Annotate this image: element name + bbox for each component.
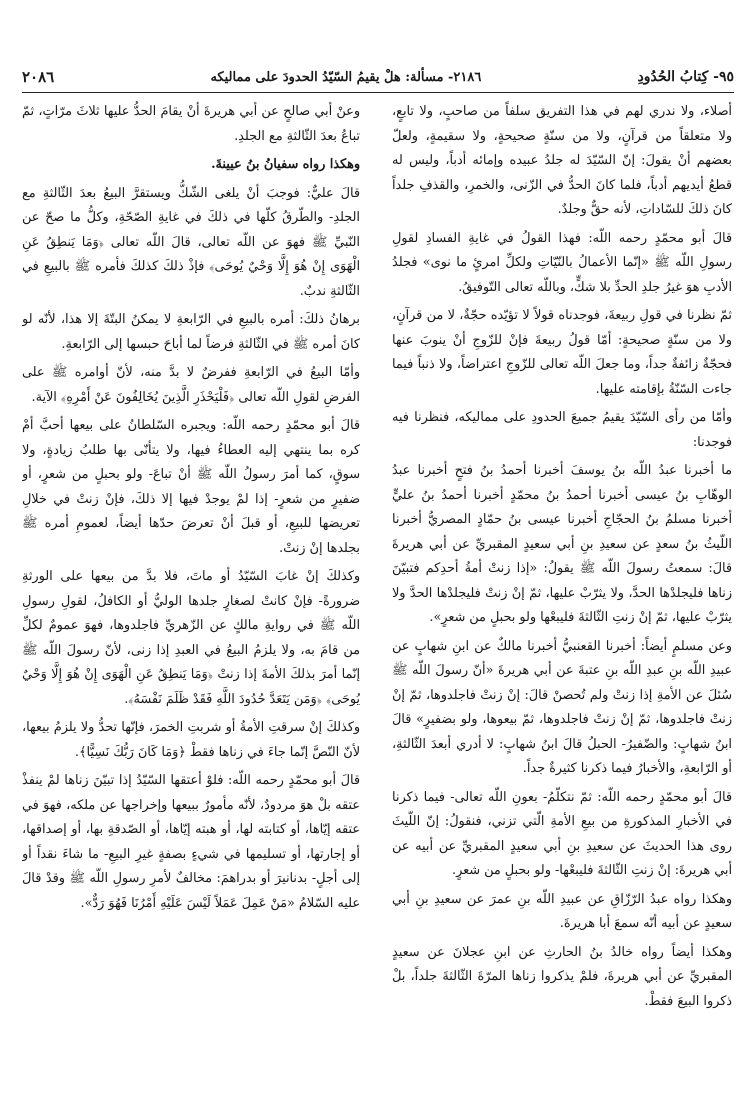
paragraph: وأمّا البيعُ في الرّابعةِ ففرضٌ لا بدَّ منه، لأنّ أوامره ﷺ على الفرضِ لقولِ اللّه تعالى ﴿فَلْيَحْذَرِ الَّذِينَ يُخَالِفُونَ عَنْ أَمْرِهِ﴾ الآية. bbox=[22, 365, 360, 405]
left-column bbox=[22, 100, 360, 1100]
right-column bbox=[392, 100, 732, 1100]
header-divider bbox=[22, 92, 734, 93]
paragraph: قالَ عليٌّ: فوجبَ أنْ يلغى الشّكُّ ويستقرَّ البيعُ بعدَ الثّالثةِ مع الجلدِ- والطّرقُ كلّها في ذلكَ في غايةِ الصّحّةِ، وكلُّ ما صحّ عن النّبيِّ ﷺ فهوَ عن اللّه تعالى، قالَ اللّه تعالى ﴿وَمَا يَنطِقُ عَنِ الْهَوَى إِنْ هُوَ إِلَّا وَحْيٌ يُوحَى﴾ فإذْ ذلكَ كذلكَ فأمره ﷺ بالبيعِ في الثّالثةِ ندبٌ. bbox=[22, 185, 360, 299]
paragraph: وكذلكَ إنْ سرقتِ الأمةُ أو شربتِ الخمرَ، فإنّها تحدُّ ولا يلزمُ بيعها، لأنّ النّصَّ إنّما جاءَ في زناها فقطْ ﴿وَمَا كَانَ رَبُّكَ نَسِيًّا﴾. bbox=[22, 720, 360, 760]
paragraph: وعن مسلمٍ أيضاً: أخبرنا القعنبيُّ أخبرنا مالكٌ عن ابنِ شهابٍ عن عبيدِ اللّه بنِ عبدِ اللّه بنِ عتبةَ عن أبي هريرةَ «أنّ رسولَ اللّه ﷺ سُئلَ عن الأمةِ إذا زنتْ ولم تُحصنْ قالَ: إنْ زنتْ فاجلدوها، ثمّ إنْ زنتْ فاجلدوها، ثمّ إنْ زنتْ فاجلدوها، ثمّ بيعوها، ولو بضفيرٍ» قالَ ابنُ شهابٍ: والضّفيرُ- الحبلُ قالَ ابنُ شهابٍ: لا أدري أبعدَ الثّالثةِ، أو الرّابعةِ، والأخبارُ فيما ذكرنا كثيرةٌ جداً. bbox=[392, 638, 732, 776]
page-number: ٢٠٨٦ bbox=[22, 68, 55, 86]
paragraph: وأمّا من رأى السّيّدَ يقيمُ جميعَ الحدودِ على مماليكه، فنظرنا فيه فوجدنا: bbox=[392, 410, 732, 450]
paragraph: ما أخبرنا عبدُ اللّه بنُ يوسفَ أخبرنا أحمدُ بنُ فتحٍ أخبرنا عبدُ الوهّابِ بنُ عيسى أخبرنا أحمدُ بنُ محمّدٍ أخبرنا أحمدُ بنُ عليٍّ أخبرنا مسلمُ بنُ الحجّاجِ أخبرنا عيسى بنُ حمّادٍ المصريُّ أخبرنا اللّيثُ بنُ سعدٍ عن سعيدِ بنِ أبي سعيدٍ المقبريِّ عن أبي هريرةَ قالَ: سمعتُ رسولَ اللّه ﷺ يقولُ: «إذا زنتْ أمةُ أحدِكم فتبيّنَ زناها فليجلدْها الحدَّ، ولا يثرّبْ عليها، ثمّ إنْ زنتْ فليجلدْها الحدَّ ولا يثرّبْ عليها، ثمّ إنْ زنتِ الثّالثةَ فليبعْها ولو بحبلٍ من شعرٍ». bbox=[392, 463, 732, 625]
paragraph: برهانُ ذلكَ: أمره بالبيعِ في الرّابعةِ لا يمكنُ البتّةَ إلا هذا، لأنّه لو كانَ أمره ﷺ في الثّالثةِ فرضاً لما أباحَ حبسها إلى الرّابعةِ. bbox=[22, 312, 360, 352]
paragraph: وكذلكَ إنْ غابَ السّيّدُ أو ماتَ، فلا بدَّ من بيعها على الورثةِ ضرورةً- فإنْ كانتْ لصغارٍ جلدها الوليُّ أو الكافلُ، لقولِ رسولِ اللّه ﷺ في روايةِ مالكٍ عن الزّهريِّ فاجلدوها، فهوَ عمومٌ لكلِّ من قامَ به، ولا يلزمُ البيعُ في العبدِ إذا زنى، لأنّ رسولَ اللّه ﷺ إنّما أمرَ بذلكَ الأمةَ إذا زنتْ ﴿وَمَا يَنطِقُ عَنِ الْهَوَى إِنْ هُوَ إِلَّا وَحْيٌ يُوحَى﴾ ﴿وَمَن يَتَعَدَّ حُدُودَ اللَّهِ فَقَدْ ظَلَمَ نَفْسَهُ﴾. bbox=[22, 569, 360, 707]
paragraph: قالَ أبو محمّدٍ رحمه اللّه: ثمّ نتكلّمُ- بعونِ اللّه تعالى- فيما ذكرنا في الأخبارِ المذكورةِ من بيعِ الأمةِ الّتي تزني، فنقولُ: إنّ اللّيثَ روى هذا الحديثَ عن سعيدِ بنِ أبي سعيدٍ المقبريِّ عن أبيه عن أبي هريرةَ: إنْ زنتِ الثّالثةَ فليبعْها- ولو بحبلٍ من شعرٍ. bbox=[392, 789, 732, 878]
paragraph: قالَ أبو محمّدٍ رحمه اللّه: فلوْ أعتقها السّيّدُ إذا تبيّنَ زناها لمْ ينفذْ عتقه بلْ هوَ مردودٌ، لأنّه مأمورٌ ببيعها وإخراجها عن ملكه، فهوَ في عتقه إيّاها، أو كتابته لها، أو هبته إيّاها، أو الصّدقةِ بها، أو إصداقها، أو إجارتها، أو تسليمها في شيءٍ بصفةٍ غيرِ البيعِ- ما شاءَ نقداً أو إلى أجلٍ- بدنانيرَ أو بدراهمَ: مخالفٌ لأمرِ رسولِ اللّه ﷺ وقدْ قالَ عليه السّلامُ «مَنْ عَمِلَ عَمَلاً لَيْسَ عَلَيْهِ أَمْرُنَا فَهُوَ رَدٌّ». bbox=[22, 773, 360, 911]
paragraph: وهكذا رواه سفيانُ بنُ عيينةَ. bbox=[211, 157, 360, 172]
paragraph: قالَ أبو محمّدٍ رحمه اللّه: ويجبره السّلطانُ على بيعها أحبَّ أمْ كره بما ينتهي إليه العطاءُ فيها، ولا يتأنّى بها طلبُ زيادةٍ، ولا سوقٍ، كما أمرَ رسولُ اللّه ﷺ أنْ تباعَ- ولو بحبلٍ من شعرٍ، أو ضفيرٍ من شعرٍ- إذا لمْ يوجدْ فيها إلا ذلكَ، فإنْ زنتْ في خلالِ تعريضها للبيعِ، أو قبلَ أنْ تعرضَ حدّها أيضاً، لعمومِ أمره ﷺ بجلدها إنْ زنتْ. bbox=[22, 418, 360, 556]
book-title: ٩٥- كِتابُ الحُدُودِ bbox=[637, 69, 734, 85]
paragraph: ثمّ نظرنا في قولِ ربيعةَ، فوجدناه قولاً لا تؤيّده حجّةٌ، لا من قرآنٍ، ولا من سنّةٍ صحيحةٍ: أمّا قولُ ربيعةَ فإنْ للزّوجِ أنْ ينوبَ عنها فحجّةٌ زائفةٌ جداً، وما جعلَ اللّه تعالى للزّوجِ اعتراضاً، ولا ذنباً فيما جاءت السّنّةُ بإقامته عليها. bbox=[392, 308, 732, 397]
page-header bbox=[22, 66, 734, 88]
paragraph: قالَ أبو محمّدٍ رحمه اللّه: فهذا القولُ في غايةِ الفسادِ لقولِ رسولِ اللّه ﷺ «إنّما الأعمالُ بالنّيّاتِ ولكلِّ امرئٍ ما نوى» فجلدُ الأدبِ هوَ غيرُ جلدِ الحدِّ بلا شكٍّ، وباللّه تعالى التّوفيقُ. bbox=[392, 230, 732, 295]
paragraph: وهكذا أيضاً رواه خالدُ بنُ الحارثِ عن ابنِ عجلانَ عن سعيدٍ المقبريِّ عن أبي هريرةَ، فلمْ يذكروا زناها المرّةَ الثّالثةَ جلداً، بلْ ذكروا البيعَ فقطْ. bbox=[392, 944, 732, 1009]
paragraph: وهكذا رواه عبدُ الرّزّاقِ عن عبيدِ اللّه بنِ عمرَ عن سعيدِ بنِ أبي سعيدٍ عن أبيه أنّه سمعَ أبا هريرةَ. bbox=[392, 891, 732, 931]
paragraph: وعنْ أبي صالحٍ عن أبي هريرةَ أنْ يقامَ الحدُّ عليها ثلاثَ مرّاتٍ، ثمّ تباعُ بعدَ الثّالثةِ مع الجلدِ. bbox=[22, 104, 360, 144]
paragraph: أصلاء، ولا ندري لهم في هذا التفريق سلفاً من صاحبٍ، ولا تابعٍ، ولا متعلقاً من قرآنٍ، ولا من سنّةٍ صحيحةٍ، ولا سقيمةٍ، ولعلّ بعضهم أنْ يقولَ: إنّ السّيّدَ له جلدُ عبيده وإمائه أدباً، وليس له قطعُ أيديهم أدباً، فلما كانَ الحدُّ في الزّنى، والخمرِ، والقذفِ جلداً كانَ ذلكَ للسّاداتِ، لأنه حقٌّ وجلدٌ. bbox=[392, 104, 732, 217]
issue-title: ٢١٨٦- مسألة: هلْ يقيمُ السّيّدُ الحدودَ على مماليكه bbox=[210, 69, 482, 85]
